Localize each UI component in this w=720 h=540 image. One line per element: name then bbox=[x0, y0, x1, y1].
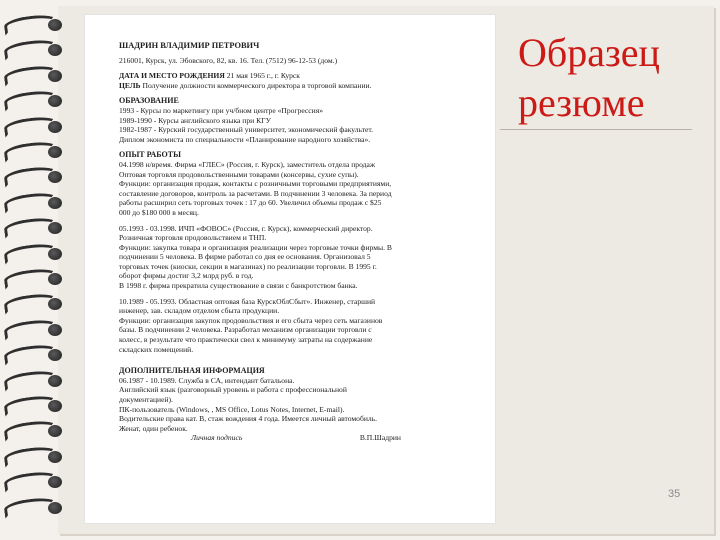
spiral-ring bbox=[4, 344, 66, 366]
goal-label: ЦЕЛЬ bbox=[119, 80, 141, 90]
job-line: Функции: закупка товара и организация реализации через торговые точки фирмы. В bbox=[119, 242, 392, 252]
title-divider bbox=[500, 129, 692, 130]
signature-name: В.П.Шадрин bbox=[359, 433, 401, 443]
job-line: складских помещений. bbox=[119, 344, 194, 354]
birth-label: ДАТА И МЕСТО РОЖДЕНИЯ bbox=[119, 71, 225, 81]
spiral-ring bbox=[4, 217, 66, 239]
job-line: Функции: организация закупок продовольствия и его сбыта через сеть магазинов bbox=[119, 315, 383, 325]
education-line: 1982-1987 - Курский государственный университет, экономический факультет. bbox=[119, 125, 374, 135]
page-number: 35 bbox=[668, 488, 681, 500]
resume-goal bbox=[119, 81, 479, 91]
spiral-ring bbox=[4, 14, 66, 36]
slide-title-line-2: резюме bbox=[518, 80, 645, 125]
resume-birth bbox=[119, 71, 479, 81]
resume-address: 216001, Курск, ул. Эбовского, 82, кв. 16. Тел. (7512) 96-12-53 (дом.) bbox=[119, 55, 338, 65]
education-heading: ОБРАЗОВАНИЕ bbox=[119, 96, 179, 106]
spiral-ring bbox=[4, 420, 66, 442]
job-line: базы. В подчинении 2 человека. Разработал механизм организации торговли с bbox=[119, 325, 372, 335]
education-line: 1993 - Курсы по маркетингу при уч/бном центре «Прогрессия» bbox=[119, 105, 324, 115]
additional-list bbox=[119, 376, 479, 434]
education-line: 1989-1990 - Курсы английского языка при КГУ bbox=[119, 115, 271, 125]
spiral-ring bbox=[4, 446, 66, 468]
additional-line: документацией). bbox=[119, 395, 173, 404]
spiral-ring bbox=[4, 319, 66, 341]
additional-line: Английский язык (разговорный уровень и работа с профессиональной bbox=[119, 385, 347, 395]
job-line: 05.1993 - 03.1998. ИЧП «ФОВОС» (Россия, г. Курск), коммерческий директор. bbox=[119, 223, 373, 233]
slide-title-line-1: Образец bbox=[518, 30, 660, 75]
spiral-ring bbox=[4, 90, 66, 112]
job-line: торговых точек (киоски, секции в магазинах) по реализации торговли. В 1995 г. bbox=[119, 261, 377, 271]
job-line: 10.1989 - 05.1993. Областная оптовая база КурскОблСбыт». Инженер, старший bbox=[119, 296, 376, 306]
spiral-ring bbox=[4, 497, 66, 519]
spiral-ring bbox=[4, 192, 66, 214]
education-line: Диплом экономиста по специальности «Планирование народного хозяйства». bbox=[119, 134, 371, 144]
experience-heading: ОПЫТ РАБОТЫ bbox=[119, 150, 181, 160]
additional-heading: ДОПОЛНИТЕЛЬНАЯ ИНФОРМАЦИЯ bbox=[119, 366, 265, 376]
job-line: работы расширил сеть торговых точек : 17 до 60. Увеличил объемы продаж с $25 bbox=[119, 198, 382, 208]
birth-value: 21 мая 1965 г., г. Курск bbox=[226, 71, 300, 81]
spiral-ring bbox=[4, 39, 66, 61]
job-line: Функции: организация продаж, контакты с розничными торговыми предприятиями, bbox=[119, 179, 392, 189]
job-entry-1 bbox=[119, 160, 479, 218]
job-line: 000 до $180 000 в месяц. bbox=[119, 207, 199, 217]
spiral-ring bbox=[4, 243, 66, 265]
spiral-ring bbox=[4, 268, 66, 290]
job-line: Оптовая торговля продовольственными товарами (консервы, сухие супы). bbox=[119, 169, 359, 179]
job-line: подчинении 5 человека. В фирме работал со дня ее основания. Организовал 5 bbox=[119, 252, 371, 262]
spiral-ring bbox=[4, 471, 66, 493]
spiral-ring bbox=[4, 395, 66, 417]
job-line: оборот фирмы достиг 3,2 млрд руб. в год. bbox=[119, 271, 254, 281]
slide-title bbox=[518, 28, 698, 128]
resume-name: ШАДРИН ВЛАДИМИР ПЕТРОВИЧ bbox=[119, 41, 260, 50]
job-line: 04.1998 н/время. Фирма «ГЛЕС» (Россия, г. Курск), заместитель отдела продаж bbox=[119, 159, 376, 169]
goal-value: Получение должности коммерческого директора в торговой компании. bbox=[142, 80, 372, 90]
job-line: колесс, в результате что практически свел к минимуму затраты на содержание bbox=[119, 335, 373, 345]
additional-line: ПК-пользователь (Windows, , MS Office, Lotus Notes, Internet, E-mail). bbox=[119, 404, 345, 414]
job-line: инженер, зав. складом отделом сбыта продукции. bbox=[119, 306, 280, 316]
education-list bbox=[119, 106, 479, 144]
job-line: Розничная торговля продовольствием и ТНП. bbox=[119, 233, 267, 243]
spiral-binding bbox=[0, 14, 70, 534]
job-entry-3 bbox=[119, 297, 479, 355]
spiral-ring bbox=[4, 141, 66, 163]
spiral-ring bbox=[4, 293, 66, 315]
job-line: В 1998 г. фирма прекратила существование в связи с банкротством банка. bbox=[119, 281, 358, 291]
job-entry-2 bbox=[119, 224, 479, 291]
additional-line: 06.1987 - 10.1989. Служба в СА, интендант батальона. bbox=[119, 375, 295, 385]
signature-label: Личная подпись bbox=[191, 433, 243, 443]
spiral-ring bbox=[4, 166, 66, 188]
spiral-ring bbox=[4, 370, 66, 392]
job-line: составление договоров, контроль за расчетами. В подчинении 3 человека. За период bbox=[119, 188, 392, 198]
spiral-ring bbox=[4, 116, 66, 138]
additional-line: Водительские права кат. B, стаж вождения 4 года. Имеется личный автомобиль. bbox=[119, 414, 378, 424]
spiral-ring bbox=[4, 65, 66, 87]
additional-line: Женат, один ребенок. bbox=[119, 423, 188, 433]
signature-row bbox=[191, 433, 401, 443]
resume-sheet bbox=[84, 14, 496, 524]
